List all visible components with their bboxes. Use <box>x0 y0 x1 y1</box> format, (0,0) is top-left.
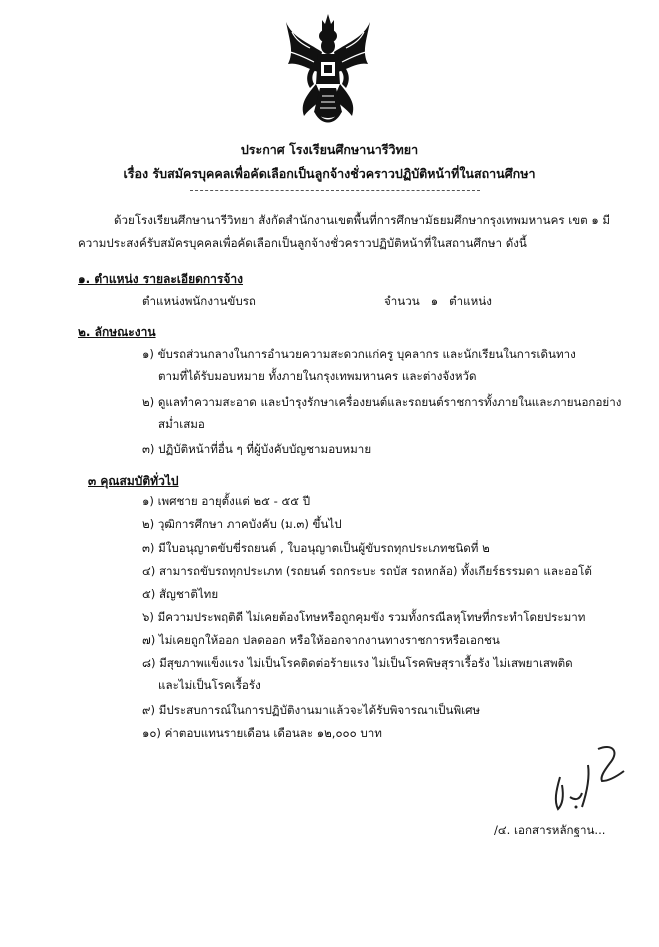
duty-item-1-cont: ตามที่ได้รับมอบหมาย ทั้งภายในกรุงเทพมหานคร และต่างจังหวัด <box>158 369 477 383</box>
section-2-heading: ๒. ลักษณะงาน <box>78 325 156 339</box>
duty-item-3: ๓) ปฏิบัติหน้าที่อื่น ๆ ที่ผู้บังคับบัญชามอบหมาย <box>142 442 372 456</box>
qualification-item: ๓) มีใบอนุญาตขับขี่รถยนต์ , ใบอนุญาตเป็นผู้ขับรถทุกประเภทชนิดที่ ๒ <box>142 541 490 555</box>
garuda-emblem-icon <box>282 12 374 130</box>
position-amount: จำนวน ๑ ตำแหน่ง <box>384 294 492 308</box>
intro-line-2: ความประสงค์รับสมัครบุคคลเพื่อคัดเลือกเป็นลูกจ้างชั่วคราวปฏิบัติหน้าที่ในสถานศึกษา ดังนี้ <box>78 236 527 250</box>
section-1-heading: ๑. ตำแหน่ง รายละเอียดการจ้าง <box>78 272 243 286</box>
qualification-item: ๙) มีประสบการณ์ในการปฏิบัติงานมาแล้วจะได้รับพิจารณาเป็นพิเศษ <box>142 703 481 717</box>
continued-note: /๔. เอกสารหลักฐาน... <box>494 823 606 837</box>
duty-item-2: ๒) ดูแลทำความสะอาด และบำรุงรักษาเครื่องยนต์และรถยนต์ราชการทั้งภายในและภายนอกอย่าง <box>142 395 622 409</box>
qualification-item: ๘) มีสุขภาพแข็งแรง ไม่เป็นโรคติดต่อร้ายแรง ไม่เป็นโรคพิษสุราเรื้อรัง ไม่เสพยาเสพติด <box>142 656 573 670</box>
qualification-item: ๔) สามารถขับรถทุกประเภท (รถยนต์ รถกระบะ รถบัส รถหกล้อ) ทั้งเกียร์ธรรมดา และออโต้ <box>142 564 592 578</box>
intro-line-1: ด้วยโรงเรียนศึกษานารีวิทยา สังกัดสำนักงานเขตพื้นที่การศึกษามัธยมศึกษากรุงเทพมหานคร เขต ๑ มี <box>114 213 611 227</box>
qualification-item: ๕) สัญชาติไทย <box>142 587 219 601</box>
qualification-item: ๑๐) ค่าตอบแทนรายเดือน เดือนละ ๑๒,๐๐๐ บาท <box>142 726 382 740</box>
qualification-item: ๖) มีความประพฤติดี ไม่เคยต้องโทษหรือถูกคุมขัง รวมทั้งกรณีลหุโทษที่กระทำโดยประมาท <box>142 610 586 624</box>
section-3-heading: ๓ คุณสมบัติทั่วไป <box>88 474 179 488</box>
duty-item-1: ๑) ขับรถส่วนกลางในการอำนวยความสะดวกแก่ครู บุคลากร และนักเรียนในการเดินทาง <box>142 347 576 361</box>
signature-mark <box>540 735 630 815</box>
qualification-item-cont: และไม่เป็นโรคเรื้อรัง <box>158 678 261 692</box>
position-name: ตำแหน่งพนักงานขับรถ <box>142 294 256 308</box>
qualification-item: ๗) ไม่เคยถูกให้ออก ปลดออก หรือให้ออกจากงานทางราชการหรือเอกชน <box>142 633 500 647</box>
duty-item-2-cont: สม่ำเสมอ <box>158 417 205 431</box>
qualification-item: ๒) วุฒิการศึกษา ภาคบังคับ (ม.๓) ขึ้นไป <box>142 517 342 531</box>
announcement-subject: เรื่อง รับสมัครบุคคลเพื่อคัดเลือกเป็นลูกจ้างชั่วคราวปฏิบัติหน้าที่ในสถานศึกษา <box>123 166 536 181</box>
header-divider <box>190 190 480 191</box>
announcement-title: ประกาศ โรงเรียนศึกษานารีวิทยา <box>240 142 419 157</box>
qualification-item: ๑) เพศชาย อายุตั้งแต่ ๒๕ - ๕๕ ปี <box>142 494 311 508</box>
